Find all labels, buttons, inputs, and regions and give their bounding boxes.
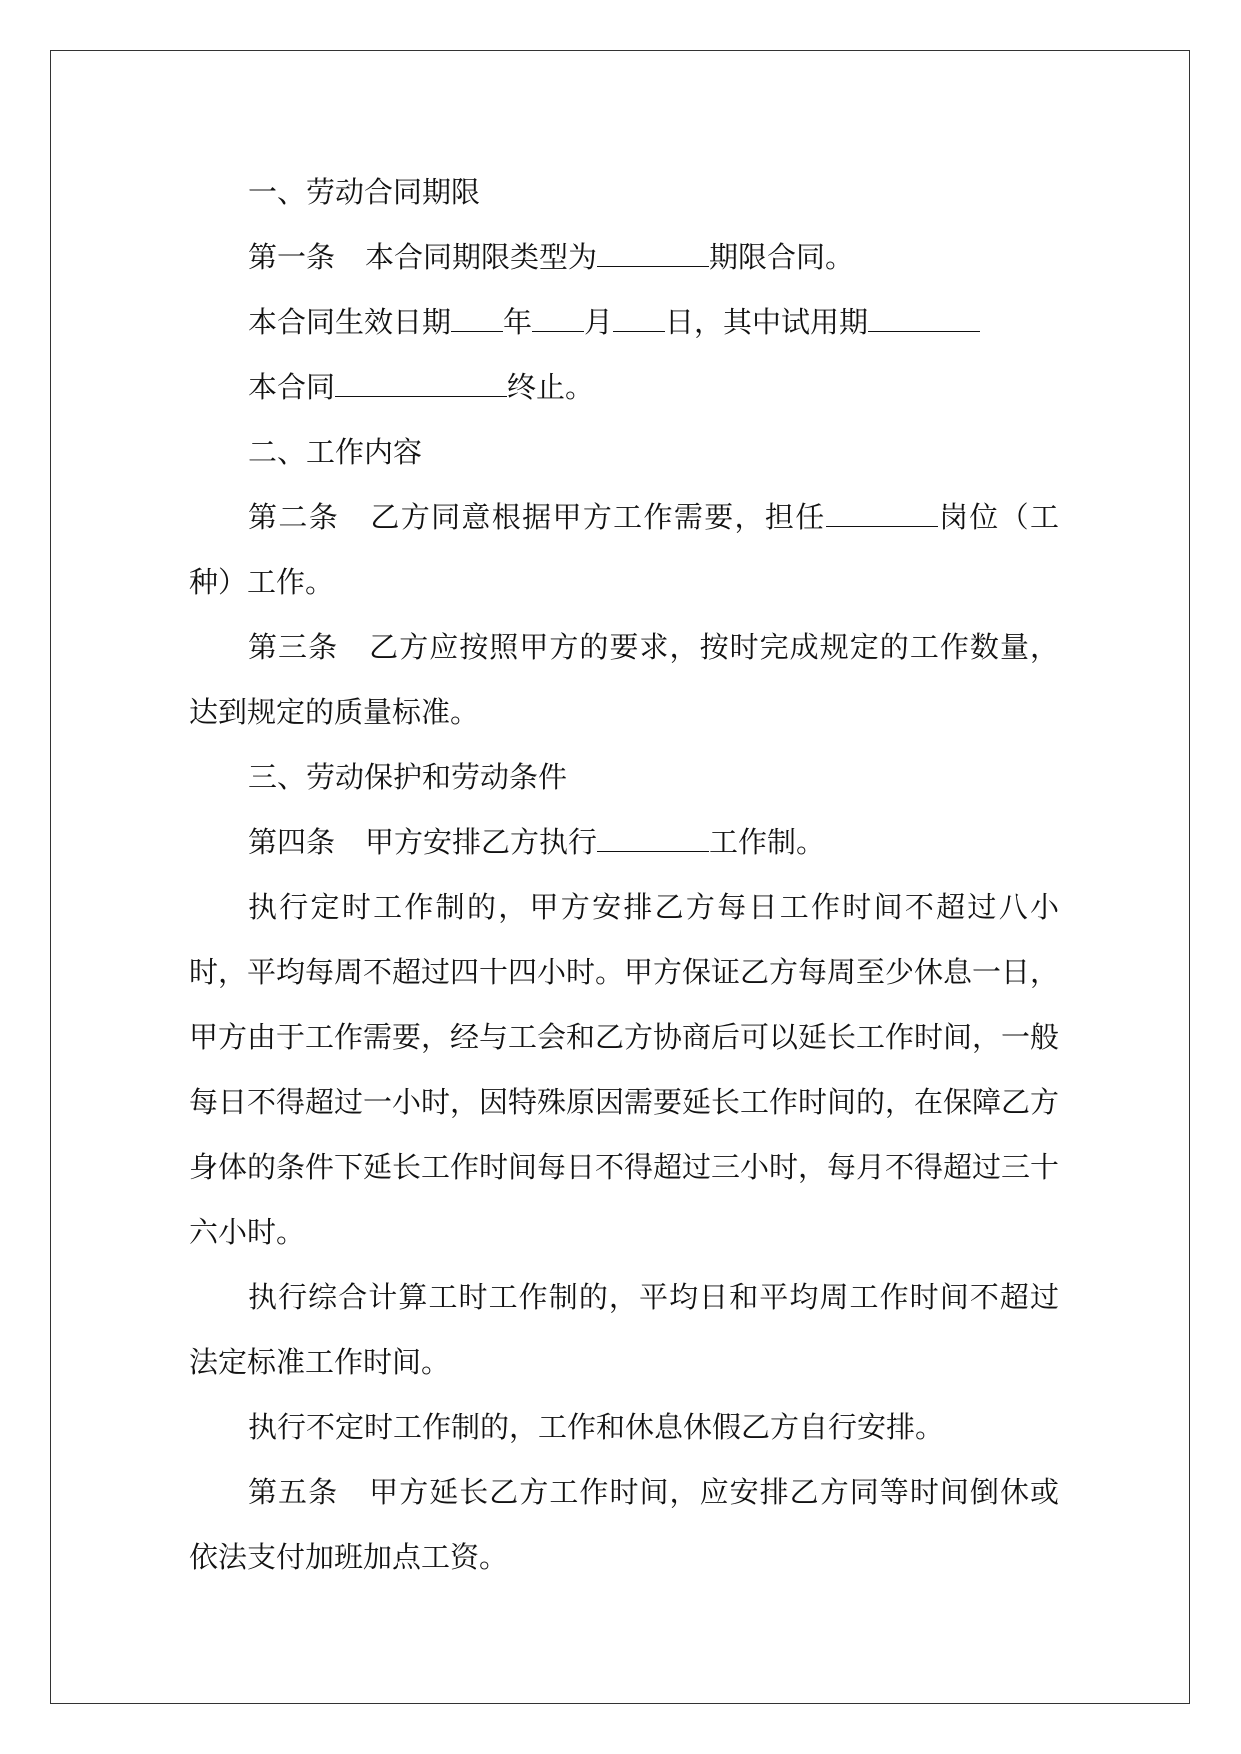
contract-body: [189, 160, 1059, 1590]
probation-blank[interactable]: [868, 307, 980, 332]
termination-blank[interactable]: [335, 372, 507, 397]
month-label: 月: [584, 305, 614, 339]
work-system-blank[interactable]: [597, 827, 709, 852]
termination-line: [189, 355, 1059, 420]
article-2-label: 第二条: [248, 500, 340, 534]
article-4-text-a: 甲方安排乙方执行: [365, 825, 598, 859]
article-1-text-b: 期限合同。: [709, 240, 855, 274]
article-5-text: 甲方延长乙方工作时间，应安排乙方同等时间倒休或依法支付加班加点工资。: [189, 1475, 1059, 1574]
article-4-text-b: 工作制。: [709, 825, 826, 859]
contract-type-blank[interactable]: [597, 242, 709, 267]
article-1-text-a: 本合同期限类型为: [365, 240, 598, 274]
termination-text-b: 终止。: [507, 370, 595, 404]
article-1-label: 第一条: [248, 240, 336, 274]
section-heading-term: 一、劳动合同期限: [248, 175, 481, 209]
section-heading-work-content: 二、工作内容: [248, 435, 423, 469]
article-5-label: 第五条: [248, 1475, 339, 1509]
article-2-text-a: 乙方同意根据甲方工作需要，担任: [369, 500, 826, 534]
article-4: [189, 810, 1059, 875]
position-blank[interactable]: [826, 502, 938, 527]
article-5: [189, 1460, 1059, 1590]
section-heading-labor-protection: 三、劳动保护和劳动条件: [248, 760, 568, 794]
termination-text-a: 本合同: [248, 370, 336, 404]
paragraph-fixed-hours: 执行定时工作制的，甲方安排乙方每日工作时间不超过八小时，平均每周不超过四十四小时。甲方保证乙方每周至少休息一日，甲方由于工作需要，经与工会和乙方协商后可以延长工作时间，一般每日不得超过一小时，因特殊原因需要延长工作时间的，在保障乙方身体的条件下延长工作时间每日不得超过三小时，每月不得超过三十六小时。: [189, 890, 1060, 1249]
year-blank[interactable]: [451, 307, 503, 332]
article-2: [189, 485, 1059, 615]
effective-date-text: 本合同生效日期: [248, 305, 452, 339]
paragraph-flexible-hours: 执行不定时工作制的，工作和休息休假乙方自行安排。: [248, 1410, 945, 1444]
effective-date-line: [189, 290, 1059, 355]
year-label: 年: [503, 305, 533, 339]
day-blank[interactable]: [613, 307, 665, 332]
article-1: [189, 225, 1059, 290]
day-label: 日，其中试用期: [665, 305, 869, 339]
paragraph-comprehensive-hours: 执行综合计算工时工作制的，平均日和平均周工作时间不超过法定标准工作时间。: [189, 1280, 1059, 1379]
article-3-label: 第三条: [248, 630, 339, 664]
article-4-label: 第四条: [248, 825, 336, 859]
article-3: [189, 615, 1059, 745]
month-blank[interactable]: [532, 307, 584, 332]
article-3-text: 乙方应按照甲方的要求，按时完成规定的工作数量，达到规定的质量标准。: [189, 630, 1059, 729]
article-2-text-b: 岗位（工种）工作。: [189, 500, 1059, 599]
